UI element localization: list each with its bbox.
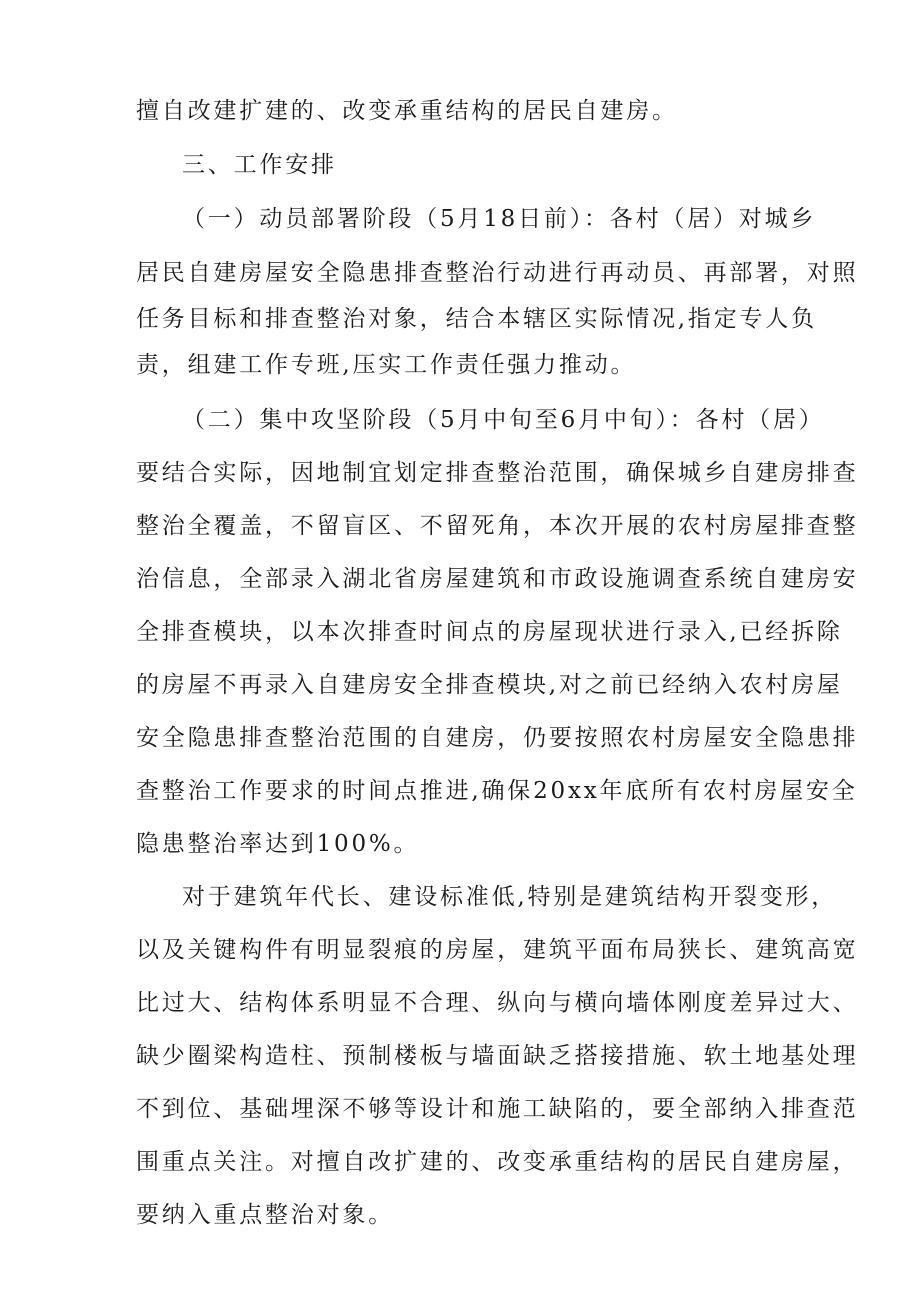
text-line: （一）动员部署阶段（5月18日前）：各村（居）对城乡 xyxy=(182,206,817,232)
text-line: 安全隐患排查整治范围的自建房，仍要按照农村房屋安全隐患排 xyxy=(136,725,859,751)
text-line: 以及关键构件有明显裂痕的房屋，建筑平面布局狭长、建筑高宽 xyxy=(136,937,859,963)
text-line: 的房屋不再录入自建房安全排查模块,对之前已经纳入农村房屋 xyxy=(136,672,843,698)
text-line: 缺少圈梁构造柱、预制楼板与墙面缺乏搭接措施、软土地基处理 xyxy=(136,1043,859,1069)
text-line: 围重点关注。对擅自改扩建的、改变承重结构的居民自建房屋， xyxy=(136,1149,859,1175)
text-line: （二）集中攻坚阶段（5月中旬至6月中旬）：各村（居） xyxy=(182,407,825,433)
text-line: 要纳入重点整治对象。 xyxy=(136,1202,394,1228)
text-line: 查整治工作要求的时间点推进,确保20xx年底所有农村房屋安全 xyxy=(136,778,858,804)
text-line: 隐患整治率达到100%。 xyxy=(136,831,420,857)
text-line: 对于建筑年代长、建设标准低,特别是建筑结构开裂变形， xyxy=(182,884,838,910)
text-line: 要结合实际，因地制宜划定排查整治范围，确保城乡自建房排查 xyxy=(136,460,859,486)
text-line: 任务目标和排查整治对象，结合本辖区实际情况,指定专人负 xyxy=(136,306,817,332)
text-line: 擅自改建扩建的、改变承重结构的居民自建房。 xyxy=(136,98,678,124)
section-heading: 三、工作安排 xyxy=(182,152,337,178)
text-line: 不到位、基础埋深不够等设计和施工缺陷的，要全部纳入排查范 xyxy=(136,1096,859,1122)
text-line: 居民自建房屋安全隐患排查整治行动进行再动员、再部署，对照 xyxy=(136,260,859,286)
text-line: 比过大、结构体系明显不合理、纵向与横向墙体刚度差异过大、 xyxy=(136,990,859,1016)
text-line: 全排查模块，以本次排查时间点的房屋现状进行录入,已经拆除 xyxy=(136,619,843,645)
text-line: 治信息，全部录入湖北省房屋建筑和市政设施调查系统自建房安 xyxy=(136,566,859,592)
text-line: 责，组建工作专班,压实工作责任强力推动。 xyxy=(136,352,637,378)
text-line: 整治全覆盖，不留盲区、不留死角，本次开展的农村房屋排查整 xyxy=(136,513,859,539)
